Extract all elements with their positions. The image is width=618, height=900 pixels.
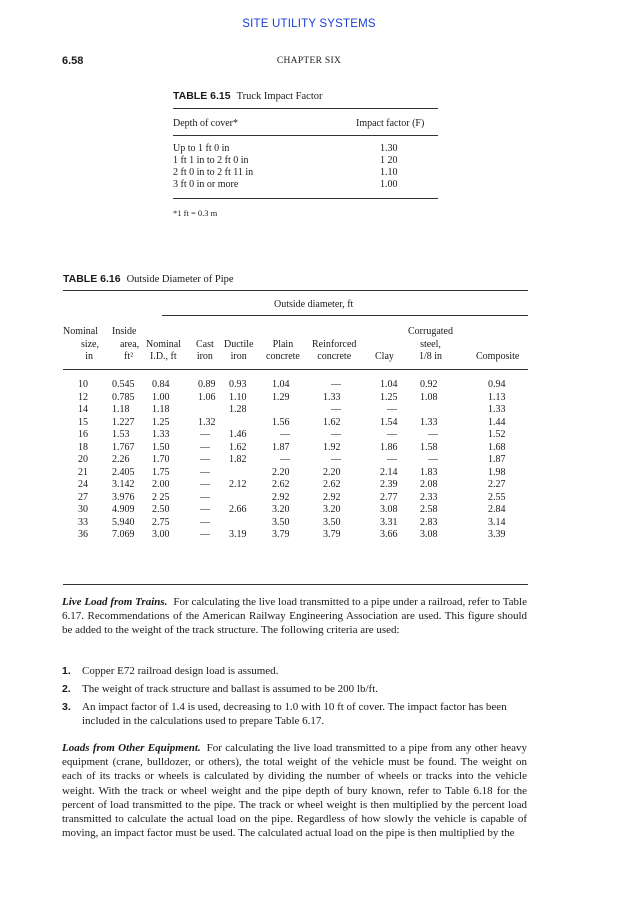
- table-cell: 3.79: [272, 529, 290, 540]
- table-cell: 2.00: [152, 479, 170, 490]
- table-cell: 0.785: [112, 391, 135, 403]
- table-cell: 1.92: [323, 441, 341, 453]
- table-cell: 1.227: [112, 416, 135, 428]
- table-cell: 1.33: [420, 416, 438, 428]
- table-cell: 2.55: [488, 491, 506, 503]
- table-row: [63, 417, 533, 429]
- table-6-16-label: TABLE 6.16: [63, 273, 121, 285]
- table-6-15-top-rule: [173, 108, 438, 109]
- table-cell: —: [331, 429, 341, 440]
- equipment-heading: Loads from Other Equipment.: [62, 742, 201, 754]
- table-cell: 1.87: [488, 454, 506, 465]
- table-cell: 0.84: [152, 379, 170, 390]
- table-cell: 1.44: [488, 416, 506, 428]
- table-cell: 2.08: [420, 479, 438, 490]
- table-cell: —: [200, 516, 210, 528]
- table-6-15-col-depth-header: Depth of cover*: [173, 118, 238, 129]
- page-number: 6.58: [62, 55, 84, 67]
- table-cell: 1.62: [323, 416, 341, 428]
- table-cell: 2.84: [488, 504, 506, 515]
- table-cell: —: [200, 429, 210, 440]
- table-cell: —: [387, 454, 397, 465]
- table-cell: 3.20: [323, 504, 341, 515]
- table-cell: 3.79: [323, 529, 341, 540]
- table-cell: 2.62: [323, 479, 341, 490]
- equipment-paragraph: [62, 741, 527, 840]
- header-composite: Composite: [476, 351, 520, 362]
- table-cell: 1.53: [112, 429, 130, 440]
- table-row: [63, 429, 533, 441]
- table-cell: 1.18: [112, 404, 130, 415]
- table-row: [63, 454, 533, 466]
- table-cell: —: [331, 379, 341, 390]
- table-cell: 3.14: [488, 516, 506, 528]
- table-cell: 3.50: [323, 516, 341, 528]
- table-row: [63, 479, 533, 491]
- header-clay: Clay: [375, 351, 394, 362]
- table-row: [63, 504, 533, 516]
- running-head: SITE UTILITY SYSTEMS: [242, 18, 376, 30]
- header-ductile-iron: Ductile iron: [224, 338, 254, 362]
- table-cell: 2.75: [152, 516, 170, 528]
- table-cell: 1.82: [229, 454, 247, 465]
- table-cell: 1.10: [229, 391, 247, 403]
- table-cell: 1.767: [112, 441, 135, 453]
- table-cell: 1.06: [198, 391, 216, 403]
- table-6-15-label: TABLE 6.15: [173, 90, 231, 102]
- table-cell: 3.39: [488, 529, 506, 540]
- table-cell: 2.14: [380, 466, 398, 478]
- table-cell: 0.92: [420, 379, 438, 390]
- table-cell: 3.976: [112, 491, 135, 503]
- table-cell: 15: [78, 416, 88, 428]
- table-cell: 1.33: [152, 429, 170, 440]
- table-cell: 1.29: [272, 391, 290, 403]
- table-cell: 27: [78, 491, 88, 503]
- table-cell: 36: [78, 529, 88, 540]
- table-6-15-bottom-rule: [173, 198, 438, 199]
- table-cell: —: [200, 466, 210, 478]
- table-cell: 2.27: [488, 479, 506, 490]
- table-cell: 1.33: [488, 404, 506, 415]
- table-cell: —: [200, 529, 210, 540]
- table-cell: 2.58: [420, 504, 438, 515]
- table-cell: 3.142: [112, 479, 135, 490]
- table-cell: —: [200, 454, 210, 465]
- table-cell: 3.66: [380, 529, 398, 540]
- table-cell: 1.04: [272, 379, 290, 390]
- table-cell: 1.00: [152, 391, 170, 403]
- table-cell: 24: [78, 479, 88, 490]
- table-cell: 20: [78, 454, 88, 465]
- table-cell: 7.069: [112, 529, 135, 540]
- table-cell: —: [200, 491, 210, 503]
- table-cell: 0.93: [229, 379, 247, 390]
- header-nominal-size: Nominal size, in: [63, 326, 99, 362]
- table-cell: 1.98: [488, 466, 506, 478]
- trains-text: For calculating the live load transmitted to a pipe under a railroad, refer to Table 6.17. Recommendations of the American Railway Engineering Association are used. This figure should be added to the weight of the track structure. The following criteria are used:: [62, 596, 527, 637]
- table-cell: 1.70: [152, 454, 170, 465]
- table-cell: 1.33: [323, 391, 341, 403]
- table-cell: 2.26: [112, 454, 130, 465]
- table-cell: 3.50: [272, 516, 290, 528]
- table-cell: 0.89: [198, 379, 216, 390]
- table-cell: 1.04: [380, 379, 398, 390]
- table-6-16-title: Outside Diameter of Pipe: [126, 274, 234, 285]
- table-cell: 1.87: [272, 441, 290, 453]
- table-cell: 2.92: [272, 491, 290, 503]
- table-cell: 2.20: [323, 466, 341, 478]
- header-reinforced-concrete: Reinforced concrete: [312, 338, 357, 362]
- table-cell: 1.75: [152, 466, 170, 478]
- table-cell: 2.83: [420, 516, 438, 528]
- table-cell: 0.94: [488, 379, 506, 390]
- table-cell: 1.56: [272, 416, 290, 428]
- table-cell: 2.20: [272, 466, 290, 478]
- table-cell: 21: [78, 466, 88, 478]
- table-cell: 1.28: [229, 404, 247, 415]
- table-6-16-group-header: Outside diameter, ft: [274, 299, 354, 310]
- table-row: [63, 467, 533, 479]
- table-6-16-header-rule: [63, 369, 528, 370]
- table-cell: 1.50: [152, 441, 170, 453]
- table-row: [63, 379, 533, 391]
- table-6-15-title: Truck Impact Factor: [236, 91, 323, 102]
- table-cell: 2.39: [380, 479, 398, 490]
- table-cell: 4.909: [112, 504, 135, 515]
- table-cell: —: [280, 454, 290, 465]
- table-cell: 0.545: [112, 379, 135, 390]
- chapter-title: CHAPTER SIX: [276, 56, 342, 66]
- table-cell: 2.50: [152, 504, 170, 515]
- table-row: [63, 404, 533, 416]
- table-cell: —: [387, 404, 397, 415]
- table-cell: 1.18: [152, 404, 170, 415]
- header-inside-area: Inside area, ft²: [112, 326, 140, 362]
- header-plain-concrete: Plain concrete: [266, 338, 300, 362]
- table-cell: 1.58: [420, 441, 438, 453]
- table-cell: 1.13: [488, 391, 506, 403]
- table-cell: 1.68: [488, 441, 506, 453]
- table-cell: 30: [78, 504, 88, 515]
- table-6-16-bottom-rule: [63, 584, 528, 585]
- table-6-16-top-rule: [63, 290, 528, 291]
- table-6-15-col-factor-header: Impact factor (F): [356, 118, 425, 129]
- table-cell: 1.46: [229, 429, 247, 440]
- table-cell: 1.32: [198, 416, 216, 428]
- table-cell: 2.77: [380, 491, 398, 503]
- table-6-15-body: Up to 1 ft 0 in 1.30 1 ft 1 in to 2 ft 0 in 1 20 2 ft 0 in to 2 ft 11 in 1.10 3 ft 0 in or more 1.00: [173, 143, 398, 190]
- table-cell: —: [331, 454, 341, 465]
- table-cell: 3.19: [229, 529, 247, 540]
- table-cell: 33: [78, 516, 88, 528]
- table-cell: 1.86: [380, 441, 398, 453]
- header-corrugated-steel: Corrugated steel, 1/8 in: [408, 326, 453, 362]
- trains-paragraph: [62, 595, 527, 638]
- table-cell: 2.12: [229, 479, 247, 490]
- table-cell: 18: [78, 441, 88, 453]
- table-cell: 3.31: [380, 516, 398, 528]
- table-cell: 1.62: [229, 441, 247, 453]
- table-cell: 5.940: [112, 516, 135, 528]
- table-cell: 2.33: [420, 491, 438, 503]
- table-cell: —: [200, 441, 210, 453]
- table-cell: 12: [78, 391, 88, 403]
- table-cell: 2.62: [272, 479, 290, 490]
- table-cell: —: [280, 429, 290, 440]
- equipment-text: For calculating the live load transmitted to a pipe from any other heavy equipment (crane, bulldozer, or others), the total weight of the vehicle must be found. The weight on each of its tracks or wheels is calculated by dividing the number of wheels or tracks into the vehicle weight. With the track or wheel weight and the pipe depth of bury known, refer to Table 6.18 for the percent of load transmitted to the pipe. The track or wheel weight is then multiplied by the percent load transmitted to calculate the actual load on the pipe. Regardless of how slowly the vehicle is capable of moving, an impact factor must be used. The calculated actual load on the pipe is then multiplied by the: [62, 742, 528, 840]
- table-cell: 3.08: [420, 529, 438, 540]
- table-cell: 3.00: [152, 529, 170, 540]
- table-6-15-caption: [173, 90, 323, 102]
- table-cell: 1.25: [380, 391, 398, 403]
- header-nominal-id: Nominal I.D., ft: [146, 338, 181, 362]
- trains-heading: Live Load from Trains.: [62, 596, 168, 608]
- table-cell: 10: [78, 379, 88, 390]
- table-cell: —: [428, 454, 438, 465]
- table-6-16-caption: [63, 273, 234, 285]
- table-cell: —: [331, 404, 341, 415]
- table-cell: 1.52: [488, 429, 506, 440]
- table-row: [63, 442, 533, 454]
- table-cell: —: [428, 429, 438, 440]
- table-row: [63, 392, 533, 404]
- table-cell: 1.08: [420, 391, 438, 403]
- table-cell: 14: [78, 404, 88, 415]
- table-cell: 3.20: [272, 504, 290, 515]
- header-cast-iron: Cast iron: [196, 338, 214, 362]
- table-row: [63, 492, 533, 504]
- table-cell: —: [200, 504, 210, 515]
- table-cell: 1.54: [380, 416, 398, 428]
- table-row: [63, 529, 533, 541]
- table-6-15-footnote: *1 ft = 0.3 m: [173, 208, 218, 218]
- table-cell: 3.08: [380, 504, 398, 515]
- table-cell: —: [200, 479, 210, 490]
- table-cell: —: [387, 429, 397, 440]
- table-cell: 2.66: [229, 504, 247, 515]
- table-cell: 2.92: [323, 491, 341, 503]
- table-6-15-header-rule: [173, 135, 438, 136]
- table-6-16-group-rule: [162, 315, 528, 316]
- table-cell: 1.83: [420, 466, 438, 478]
- table-cell: 2.405: [112, 466, 135, 478]
- table-cell: 2 25: [152, 491, 170, 503]
- table-row: [63, 517, 533, 529]
- table-cell: 1.25: [152, 416, 170, 428]
- table-cell: 16: [78, 429, 88, 440]
